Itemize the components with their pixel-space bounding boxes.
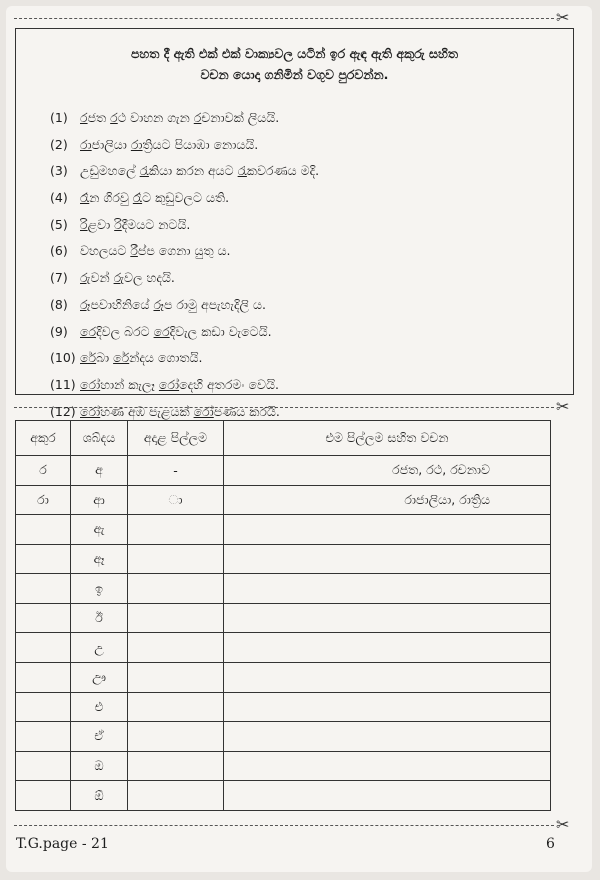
underlined-letter: රූ	[153, 296, 164, 312]
sentence-item	[50, 349, 550, 376]
cell-sound: ඊ	[71, 603, 128, 633]
header-words: එම පිල්ලම සහිත වචන	[224, 421, 551, 456]
sentence-text: චනාවක් ලියයි.	[201, 110, 280, 125]
sentence-text: කියා කරන අයට	[148, 163, 238, 179]
underlined-letter: රෙ	[80, 323, 97, 339]
sentence-item	[50, 242, 550, 269]
sentence-text: දිවල බරට	[96, 323, 154, 339]
cut-line-bottom	[14, 825, 554, 826]
sentence-text: පවාහිනියේ	[90, 296, 154, 312]
scissors-icon: ✂	[556, 815, 570, 834]
header-sound: ශබ්දය	[71, 421, 128, 456]
underlined-letter: ර	[80, 110, 88, 125]
underlined-letter: රු	[80, 270, 91, 286]
scissors-icon: ✂	[556, 397, 570, 416]
cell-pillama	[128, 781, 224, 811]
cell-pillama	[128, 633, 224, 663]
table-row	[16, 574, 551, 604]
cell-words	[224, 751, 551, 781]
cell-pillama: ා	[128, 485, 224, 515]
cell-letter	[16, 633, 71, 663]
sentence-text: ජත	[87, 110, 111, 125]
sentence-text: දිවැල කඩා වැටෙයි.	[169, 323, 272, 339]
table-row	[16, 603, 551, 633]
underlined-letter: රු	[113, 270, 125, 286]
sentence-number: (3)	[50, 163, 68, 179]
underlined-letter: රෑ	[80, 190, 90, 206]
table-row	[16, 515, 551, 545]
cell-letter	[16, 515, 71, 545]
cell-words	[224, 663, 551, 693]
cut-line-top	[14, 18, 554, 19]
sentence-text: දීමයට නටයි.	[121, 216, 191, 232]
sentence-number: (7)	[50, 270, 68, 286]
sentence-text: ජාලියා	[91, 136, 131, 152]
sentence-item	[50, 376, 550, 403]
underlined-letter: රෑ	[132, 190, 143, 206]
cell-letter	[16, 692, 71, 722]
underlined-letter: රා	[130, 136, 143, 152]
cell-letter	[16, 751, 71, 781]
sentence-number: (6)	[50, 243, 68, 259]
instruction-text	[16, 43, 573, 85]
vowel-sign-table	[15, 420, 551, 811]
underlined-letter: රේ	[113, 350, 130, 366]
sentence-number: (1)	[50, 110, 68, 125]
underlined-letter: රෝ	[80, 403, 101, 419]
table-row	[16, 633, 551, 663]
cell-words: රජත, රථ, රචනාව	[224, 456, 551, 486]
cell-words	[224, 781, 551, 811]
cell-letter	[16, 574, 71, 604]
sentence-text: ත්‍රියට පියාඹා නොයයි.	[142, 136, 259, 152]
table-row	[16, 751, 551, 781]
underlined-letter: රෙ	[153, 323, 170, 339]
instruction-line-1: පහත දී ඇති එක් එක් වාක්‍යවල යටින් ඉර ඇඳ ඇති අකුරු සහිත	[130, 46, 459, 61]
underlined-letter: රෝ	[80, 376, 101, 392]
sentence-number: (11)	[50, 376, 76, 392]
sentence-item	[50, 162, 550, 189]
sentence-text: වහලයට	[80, 243, 131, 259]
sentence-text: කවරණය මදි.	[246, 163, 320, 179]
cell-pillama	[128, 544, 224, 574]
cell-words	[224, 574, 551, 604]
cell-words	[224, 722, 551, 752]
cell-sound: ඇ	[71, 515, 128, 545]
cell-letter: ර	[16, 456, 71, 486]
table-row	[16, 544, 551, 574]
underlined-letter: රී	[130, 243, 138, 259]
sentence-number: (9)	[50, 323, 68, 339]
sentence-list	[50, 109, 550, 429]
sentence-text: බා	[96, 350, 114, 366]
cell-pillama	[128, 751, 224, 781]
sentence-text: වල හදයි.	[124, 270, 175, 286]
table-row	[16, 781, 551, 811]
sentence-item	[50, 296, 550, 323]
sentence-item	[50, 136, 550, 163]
cell-sound: ඈ	[71, 544, 128, 574]
sentence-number: (5)	[50, 216, 68, 232]
cell-pillama	[128, 663, 224, 693]
sentence-item	[50, 269, 550, 296]
sentence-text: න ගිරවු	[89, 190, 133, 206]
cell-sound: එ	[71, 692, 128, 722]
cell-pillama	[128, 603, 224, 633]
sentence-item	[50, 216, 550, 243]
cell-pillama: -	[128, 456, 224, 486]
underlined-letter: රැ	[139, 163, 149, 179]
underlined-letter: ර	[193, 110, 202, 125]
header-pillama: අදාළ පිල්ලම	[128, 421, 224, 456]
cell-sound: ඔ	[71, 751, 128, 781]
sentence-number: (10)	[50, 350, 76, 366]
table-row	[16, 456, 551, 486]
underlined-letter: රූ	[80, 296, 91, 312]
cell-letter: රා	[16, 485, 71, 515]
cell-pillama	[128, 574, 224, 604]
table-row	[16, 692, 551, 722]
sentence-text: හාන් කැලෑ	[100, 376, 159, 392]
cell-words	[224, 515, 551, 545]
sentence-text: වන්	[90, 270, 114, 286]
footer-page-ref: T.G.page - 21	[16, 836, 109, 852]
table-row	[16, 485, 551, 515]
sentence-text: හණ අඹ පැළයක්	[100, 403, 194, 419]
sentence-number: (8)	[50, 296, 68, 312]
underlined-letter: රෝ	[158, 376, 180, 392]
sentence-text: ථ වාහන ගැන	[117, 110, 194, 125]
sentence-text: ප්ප ගෙනා යුතු ය.	[137, 243, 231, 259]
underlined-letter: රි	[114, 216, 122, 232]
sentence-item	[50, 323, 550, 350]
sentence-item	[50, 109, 550, 136]
cell-letter	[16, 544, 71, 574]
cell-sound: ඕ	[71, 781, 128, 811]
sentence-number: (4)	[50, 190, 68, 206]
cell-sound: ඌ	[71, 663, 128, 693]
sentence-item	[50, 189, 550, 216]
sentence-text: ළවා	[87, 216, 115, 232]
table-body	[16, 456, 551, 811]
underlined-letter: රේ	[80, 350, 97, 366]
underlined-letter: රැ	[237, 163, 247, 179]
cell-words: රාජාලියා, රාත්‍රිය	[224, 485, 551, 515]
scissors-icon: ✂	[556, 8, 570, 27]
underlined-letter: රෝ	[193, 403, 214, 419]
cell-words	[224, 692, 551, 722]
cell-sound: ආ	[71, 485, 128, 515]
sentence-text: දෙහි අතරමං වෙයි.	[179, 376, 279, 392]
sentence-text: න්දය ගොතයි.	[129, 350, 203, 366]
exercise-box	[15, 28, 574, 419]
cell-letter	[16, 603, 71, 633]
instruction-line-2: වචන යොදා ගනිමින් වගුව පුරවන්න.	[200, 67, 389, 82]
table-row	[16, 663, 551, 693]
table-row	[16, 722, 551, 752]
footer-page-number: 6	[546, 836, 555, 852]
cell-sound: උ	[71, 633, 128, 663]
sentence-text: උඩුමහලේ	[80, 163, 140, 179]
sentence-text: ට කුඩුවලට යති.	[142, 190, 230, 206]
cell-letter	[16, 663, 71, 693]
cell-letter	[16, 781, 71, 811]
sentence-number: (2)	[50, 136, 68, 152]
cell-words	[224, 544, 551, 574]
cell-sound: අ	[71, 456, 128, 486]
sentence-text: පණය කරයි.	[213, 403, 280, 419]
cell-words	[224, 633, 551, 663]
cell-letter	[16, 722, 71, 752]
header-letter: අකුර	[16, 421, 71, 456]
sentence-number: (12)	[50, 403, 76, 419]
cell-pillama	[128, 692, 224, 722]
underlined-letter: ර	[110, 110, 118, 125]
cell-sound: ඒ	[71, 722, 128, 752]
cell-pillama	[128, 722, 224, 752]
cell-sound: ඉ	[71, 574, 128, 604]
cell-pillama	[128, 515, 224, 545]
underlined-letter: රා	[80, 136, 92, 152]
cell-words	[224, 603, 551, 633]
underlined-letter: රි	[80, 216, 88, 232]
table-header-row	[16, 421, 551, 456]
sentence-text: ප රාමු අපැහැදිලි ය.	[163, 296, 266, 312]
